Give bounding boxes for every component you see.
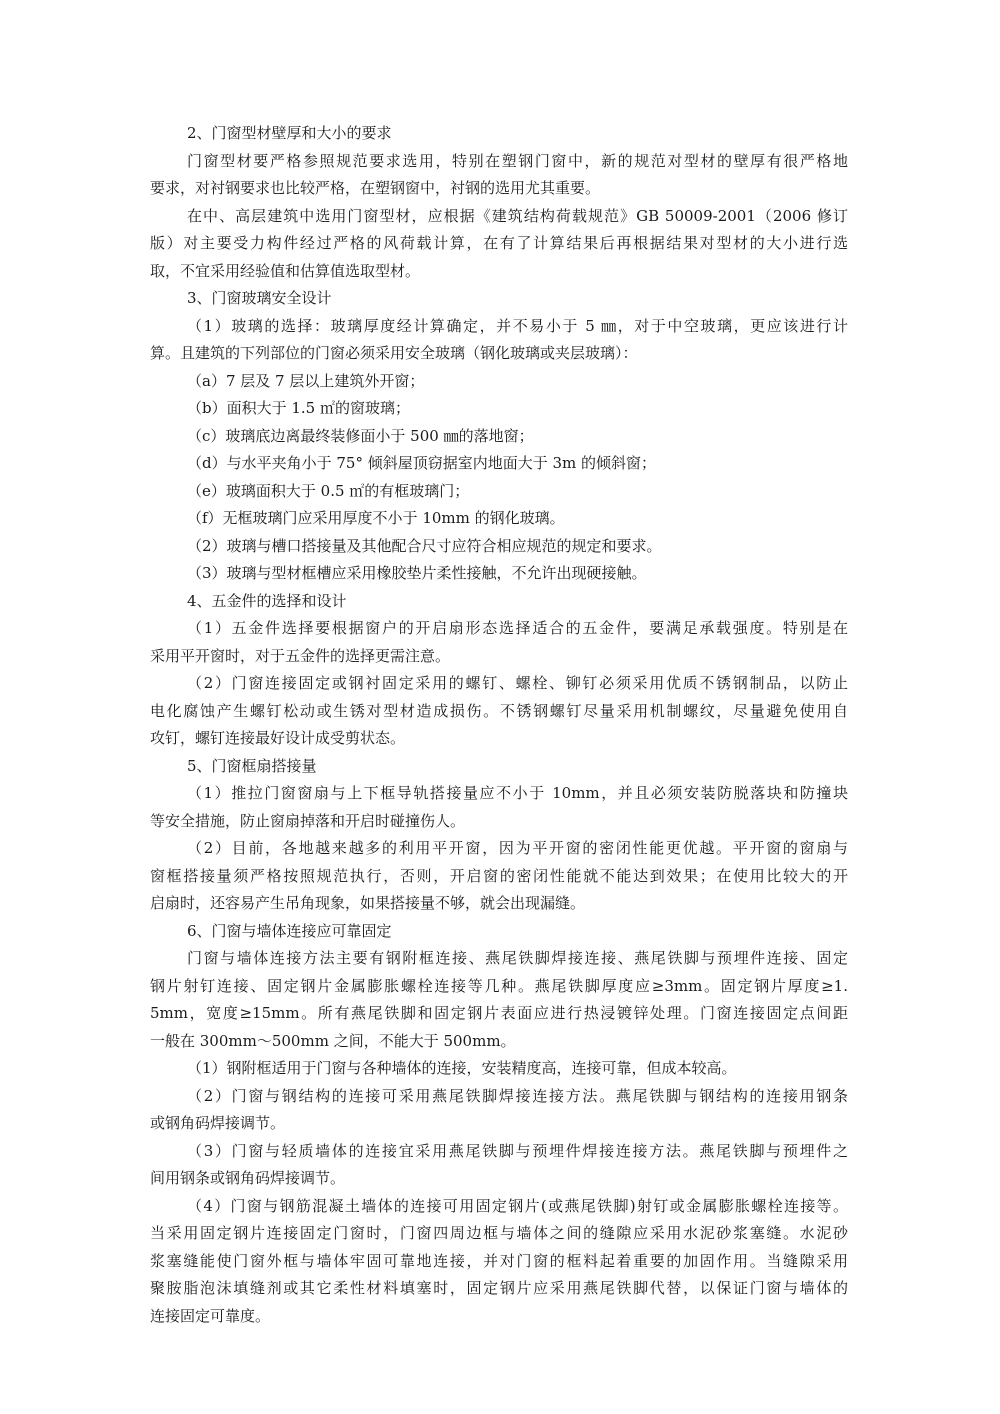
paragraph-line: 取，不宜采用经验值和估算值选取型材。 (150, 261, 421, 280)
paragraph-line: 采用平开窗时，对于五金件的选择更需注意。 (150, 646, 451, 665)
paragraph-line: 钢片射钉连接、固定钢片金属膨胀螺栓连接等几种。燕尾铁脚厚度应≥3mm。固定钢片厚度≥1. (150, 976, 848, 995)
paragraph-line: （1）推拉门窗窗扇与上下框导轨搭接量应不小于 10mm，并且必须安装防脱落块和防撞块 (187, 784, 848, 802)
paragraph-line: 门窗与墙体连接方法主要有钢附框连接、燕尾铁脚焊接连接、燕尾铁脚与预埋件连接、固定 (187, 949, 848, 967)
paragraph-line: 浆塞缝能使门窗外框与墙体牢固可靠地连接，并对门窗的框料起着重要的加固作用。当缝隙采用 (150, 1251, 848, 1270)
document-page (150, 120, 848, 1330)
paragraph-line: （1）玻璃的选择：玻璃厚度经计算确定，并不易小于 5 ㎜，对于中空玻璃，更应该进行计 (187, 316, 848, 335)
list-item: （d）与水平夹角小于 75° 倾斜屋顶窃据室内地面大于 3m 的倾斜窗； (187, 454, 657, 472)
paragraph-line: 在中、高层建筑中选用门窗型材，应根据《建筑结构荷载规范》GB 50009-2001（2006 修订 (187, 206, 848, 225)
section-heading: 4、五金件的选择和设计 (187, 591, 347, 610)
paragraph-line: 当采用固定钢片连接固定门窗时，门窗四周边框与墙体之间的缝隙应采用水泥砂浆塞缝。水泥砂 (150, 1224, 848, 1242)
paragraph-line: 启扇时，还容易产生吊角现象，如果搭接量不够，就会出现漏缝。 (150, 894, 586, 912)
section-heading: 2、门窗型材壁厚和大小的要求 (187, 124, 392, 142)
list-item: （a）7 层及 7 层以上建筑外开窗； (187, 371, 425, 390)
paragraph-line: 一般在 300mm～500mm 之间，不能大于 500mm。 (150, 1031, 516, 1050)
list-item: （c）玻璃底边离最终装修面小于 500 ㎜的落地窗； (187, 426, 534, 445)
paragraph-line: （2）门窗与钢结构的连接可采用燕尾铁脚焊接连接方法。燕尾铁脚与钢结构的连接用钢条 (187, 1086, 848, 1105)
paragraph-line: 门窗型材要严格参照规范要求选用，特别在塑钢门窗中，新的规范对型材的壁厚有很严格地 (187, 151, 848, 170)
list-item: （b）面积大于 1.5 ㎡的窗玻璃； (187, 399, 410, 417)
section-heading: 6、门窗与墙体连接应可靠固定 (187, 921, 392, 940)
paragraph-line: 攻钉，螺钉连接最好设计成受剪状态。 (150, 729, 406, 747)
paragraph-line: （3）门窗与轻质墙体的连接宜采用燕尾铁脚与预埋件焊接连接方法。燕尾铁脚与预埋件之 (187, 1141, 848, 1160)
list-item: （e）玻璃面积大于 0.5 ㎡的有框玻璃门； (187, 481, 470, 500)
paragraph-line: （4）门窗与钢筋混凝土墙体的连接可用固定钢片(或燕尾铁脚)射钉或金属膨胀螺栓连接等。 (187, 1196, 848, 1215)
section-heading: 3、门窗玻璃安全设计 (187, 289, 332, 307)
paragraph-line: 电化腐蚀产生螺钉松动或生锈对型材造成损伤。不锈钢螺钉尽量采用机制螺纹，尽量避免使用自 (150, 701, 848, 720)
paragraph-line: 连接固定可靠度。 (150, 1306, 271, 1325)
paragraph-line: 算。且建筑的下列部位的门窗必须采用安全玻璃（钢化玻璃或夹层玻璃）： (150, 344, 638, 362)
paragraph-line: 间用钢条或钢角码焊接调节。 (150, 1169, 346, 1187)
paragraph-line: 窗框搭接量须严格按照规范执行，否则，开启窗的密闭性能就不能达到效果；在使用比较大的开 (150, 866, 848, 885)
list-item: （f）无框玻璃门应采用厚度不小于 10mm 的钢化玻璃。 (187, 509, 565, 527)
paragraph-line: 等安全措施，防止窗扇掉落和开启时碰撞伤人。 (150, 811, 466, 830)
list-item: （1）钢附框适用于门窗与各种墙体的连接，安装精度高，连接可靠，但成本较高。 (187, 1059, 737, 1077)
paragraph-line: （1）五金件选择要根据窗户的开启扇形态选择适合的五金件，要满足承载强度。特别是在 (187, 619, 848, 637)
paragraph-line: 聚胺脂泡沫填缝剂或其它柔性材料填塞时，固定钢片应采用燕尾铁脚代替，以保证门窗与墙体的 (150, 1279, 848, 1297)
list-item: （3）玻璃与型材框槽应采用橡胶垫片柔性接触，不允许出现硬接触。 (187, 564, 647, 582)
paragraph-line: 或钢角码焊接调节。 (150, 1114, 286, 1132)
paragraph-line: 5mm，宽度≥15mm。所有燕尾铁脚和固定钢片表面应进行热浸镀锌处理。门窗连接固定点间距 (150, 1004, 848, 1022)
paragraph-line: 版）对主要受力构件经过严格的风荷载计算，在有了计算结果后再根据结果对型材的大小进行选 (150, 234, 848, 252)
paragraph-line: （2）目前，各地越来越多的利用平开窗，因为平开窗的密闭性能更优越。平开窗的窗扇与 (187, 839, 848, 857)
list-item: （2）玻璃与槽口搭接量及其他配合尺寸应符合相应规范的规定和要求。 (187, 536, 662, 555)
paragraph-line: 要求，对衬钢要求也比较严格，在塑钢窗中，衬钢的选用尤其重要。 (150, 179, 601, 197)
paragraph-line: （2）门窗连接固定或钢衬固定采用的螺钉、螺栓、铆钉必须采用优质不锈钢制品，以防止 (187, 674, 848, 692)
section-heading: 5、门窗框扇搭接量 (187, 756, 317, 775)
